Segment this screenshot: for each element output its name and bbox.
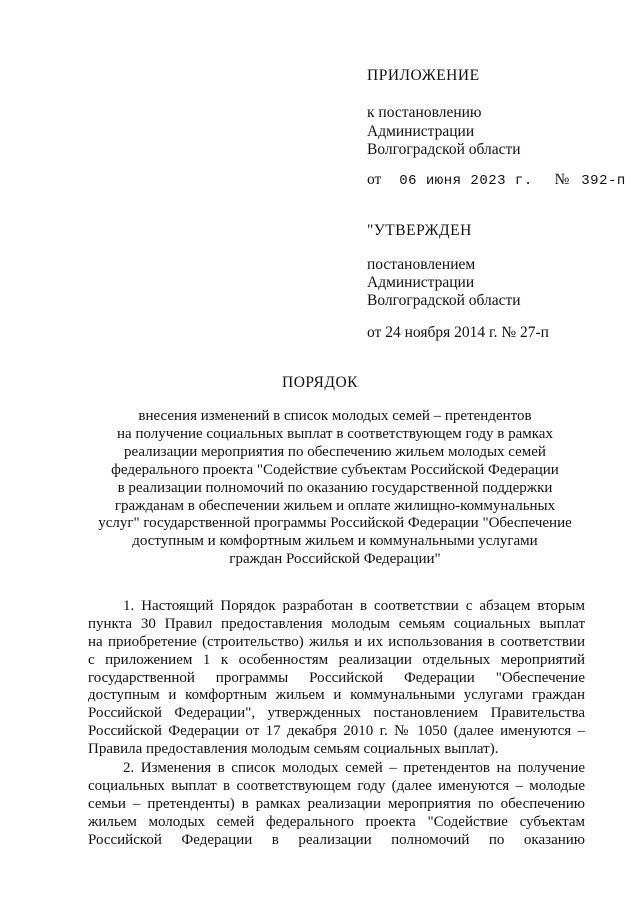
subtitle-line: федерального проекта "Содействие субъектам Российской Федерации xyxy=(111,461,559,478)
approved-date-line: от 24 ноября 2014 г. № 27-п xyxy=(367,324,549,341)
paragraph-line: Российской Федерации от 17 декабря 2010 г. № 1050 (далее именуются – xyxy=(88,723,585,740)
approved-line-2: Администрации xyxy=(367,274,475,291)
paragraph-line: Российской Федерации в реализации полномочий по оказанию xyxy=(88,831,585,848)
paragraph-1 xyxy=(88,598,585,759)
subtitle-line: гражданам в обеспечении жильем и оплате жилищно-коммунальных xyxy=(114,497,556,514)
appendix-heading: ПРИЛОЖЕНИЕ xyxy=(367,67,480,84)
appendix-line-1: к постановлению xyxy=(367,104,482,121)
subtitle-line: в реализации полномочий по оказанию государственной поддержки xyxy=(117,479,553,496)
paragraph-line: на приобретение (строительство) жилья и их использования в соответствии xyxy=(88,633,585,650)
subtitle-line: граждан Российской Федерации" xyxy=(229,551,441,568)
paragraph-line: с приложением 1 к особенностям реализации отдельных мероприятий xyxy=(88,651,585,668)
paragraph-line: семьи – претенденты) в рамках реализации мероприятия по обеспечению xyxy=(88,795,585,812)
appendix-number-value: 392-п xyxy=(581,173,626,189)
appendix-line-3: Волгоградской области xyxy=(367,141,521,158)
paragraph-line: государственной программы Российской Федерации "Обеспечение xyxy=(88,669,585,686)
paragraph-line: 1. Настоящий Порядок разработан в соответствии с абзацем вторым xyxy=(123,598,585,614)
subtitle-line: реализации мероприятия по обеспечению жильем молодых семей xyxy=(124,443,546,460)
document-subtitle xyxy=(95,408,575,569)
paragraph-line: Правила предоставления молодым семьям социальных выплат). xyxy=(88,741,499,758)
document-title: ПОРЯДОК xyxy=(282,374,358,391)
appendix-line-2: Администрации xyxy=(367,123,475,140)
appendix-date-prefix: от xyxy=(367,171,382,188)
paragraph-line: социальных выплат в соответствующем году (далее именуются – молодые xyxy=(88,777,585,794)
paragraph-line: Российской Федерации", утвержденных постановлением Правительства xyxy=(88,705,585,722)
appendix-number-prefix: № xyxy=(554,171,570,188)
appendix-date-value: 06 июня 2023 г. xyxy=(399,173,533,189)
approved-heading: "УТВЕРЖДЕН xyxy=(367,222,472,239)
subtitle-line: услуг" государственной программы Российской Федерации "Обеспечение xyxy=(98,515,572,532)
approved-line-3: Волгоградской области xyxy=(367,292,521,309)
appendix-date-row xyxy=(367,170,626,191)
paragraph-line: 2. Изменения в список молодых семей – претендентов на получение xyxy=(123,760,585,776)
subtitle-line: на получение социальных выплат в соответствующем году в рамках xyxy=(117,425,553,442)
paragraph-line: пункта 30 Правил предоставления молодым семьям социальных выплат xyxy=(88,615,585,632)
paragraph-2 xyxy=(88,760,585,849)
approved-line-1: постановлением xyxy=(367,256,476,273)
paragraph-line: жильем молодых семей федерального проекта "Содействие субъектам xyxy=(88,813,585,830)
subtitle-line: доступным и комфортным жильем и коммунальными услугами xyxy=(132,533,538,550)
subtitle-line: внесения изменений в список молодых семей – претендентов xyxy=(138,408,532,424)
paragraph-line: доступным и комфортным жильем и коммунальными услугами граждан xyxy=(88,687,585,704)
